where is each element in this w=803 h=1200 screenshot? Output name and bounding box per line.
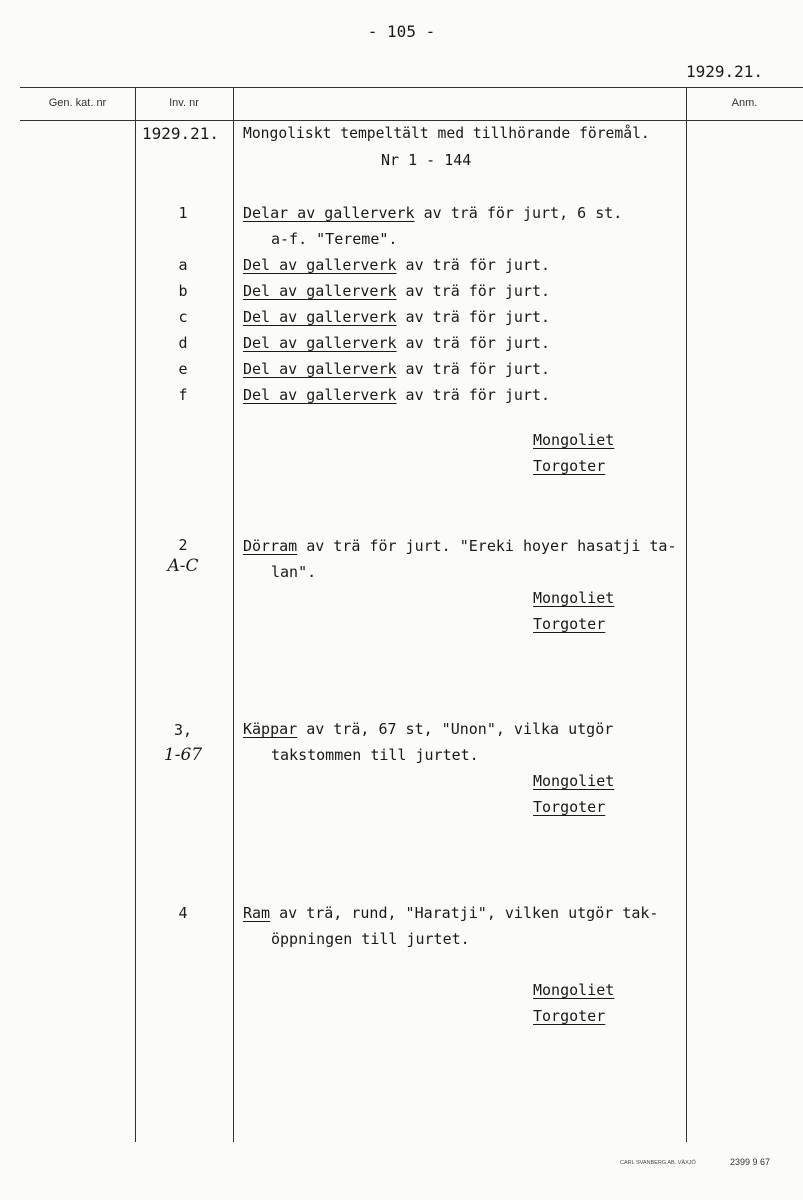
entry-text xyxy=(243,719,613,739)
entry-text xyxy=(243,359,550,379)
entry-object: Del av gallerverk xyxy=(243,308,397,326)
inv-number: c xyxy=(178,308,188,326)
entry-description: av trä för jurt. xyxy=(396,256,551,274)
entry-description: av trä för jurt. xyxy=(396,308,551,326)
entry-text xyxy=(243,536,676,556)
column-divider-1 xyxy=(135,87,136,1142)
column-divider-3 xyxy=(686,87,687,1142)
form-code: 2399 9 67 xyxy=(730,1157,771,1167)
inv-number: e xyxy=(178,360,188,378)
inv-number: 4 xyxy=(178,904,188,922)
entry-description: av trä, rund, "Haratji", vilken utgör tak- xyxy=(270,904,659,922)
entry-description: av trä för jurt, 6 st. xyxy=(414,204,623,222)
handwritten-range: A-C xyxy=(167,556,199,576)
inv-number: d xyxy=(178,334,188,352)
entry-text xyxy=(243,255,550,275)
entry-object: Del av gallerverk xyxy=(243,386,397,404)
inv-number: 3, xyxy=(173,721,193,739)
collection-title: Mongoliskt tempeltält med tillhörande föremål. xyxy=(243,125,650,142)
entry-object: Del av gallerverk xyxy=(243,334,397,352)
entry-object: Ram xyxy=(243,904,271,922)
origin-people: Torgoter xyxy=(533,615,606,633)
catalog-code: 1929.21. xyxy=(686,62,764,81)
inv-number: b xyxy=(178,282,188,300)
collection-inv: 1929.21. xyxy=(142,124,220,143)
column-header-gen-kat: Gen. kat. nr xyxy=(48,97,107,109)
entry-text-continued: a-f. "Tereme". xyxy=(271,230,398,248)
entry-object: Del av gallerverk xyxy=(243,282,397,300)
collection-range: Nr 1 - 144 xyxy=(381,151,472,169)
inv-number: a xyxy=(178,256,188,274)
inv-number: 1 xyxy=(178,204,188,222)
entry-object: Del av gallerverk xyxy=(243,360,397,378)
origin-country: Mongoliet xyxy=(533,981,615,999)
column-header-inv: Inv. nr xyxy=(169,97,199,109)
origin-people: Torgoter xyxy=(533,798,606,816)
entry-text xyxy=(243,903,658,923)
entry-text xyxy=(243,333,550,353)
entry-object: Del av gallerverk xyxy=(243,256,397,274)
entry-text-continued: takstommen till jurtet. xyxy=(271,746,479,764)
entry-text xyxy=(243,281,550,301)
printer-imprint: CARL SVANBERG AB. VÄXJÖ xyxy=(620,1160,696,1166)
column-header-anm: Anm. xyxy=(731,97,758,109)
page-number: - 105 - xyxy=(367,22,436,41)
entry-object: Dörram xyxy=(243,537,298,555)
entry-description: av trä för jurt. xyxy=(396,282,551,300)
entry-description: av trä för jurt. xyxy=(396,334,551,352)
entry-description: av trä, 67 st, "Unon", vilka utgör xyxy=(297,720,614,738)
origin-people: Torgoter xyxy=(533,457,606,475)
origin-country: Mongoliet xyxy=(533,589,615,607)
entry-description: av trä för jurt. xyxy=(396,386,551,404)
entry-text xyxy=(243,307,550,327)
origin-people: Torgoter xyxy=(533,1007,606,1025)
entry-text-continued: öppningen till jurtet. xyxy=(271,930,470,948)
column-divider-2 xyxy=(233,87,234,1142)
entry-object: Käppar xyxy=(243,720,298,738)
entry-text-continued: lan". xyxy=(271,563,317,581)
inv-number: 2 xyxy=(178,536,188,554)
entry-description: av trä för jurt. "Ereki hoyer hasatji ta- xyxy=(297,537,677,555)
handwritten-range: 1-67 xyxy=(163,745,203,765)
entry-text xyxy=(243,385,550,405)
origin-country: Mongoliet xyxy=(533,772,615,790)
entry-object: Delar av gallerverk xyxy=(243,204,415,222)
entry-text xyxy=(243,203,622,223)
entry-description: av trä för jurt. xyxy=(396,360,551,378)
origin-country: Mongoliet xyxy=(533,431,615,449)
inv-number: f xyxy=(178,386,188,404)
